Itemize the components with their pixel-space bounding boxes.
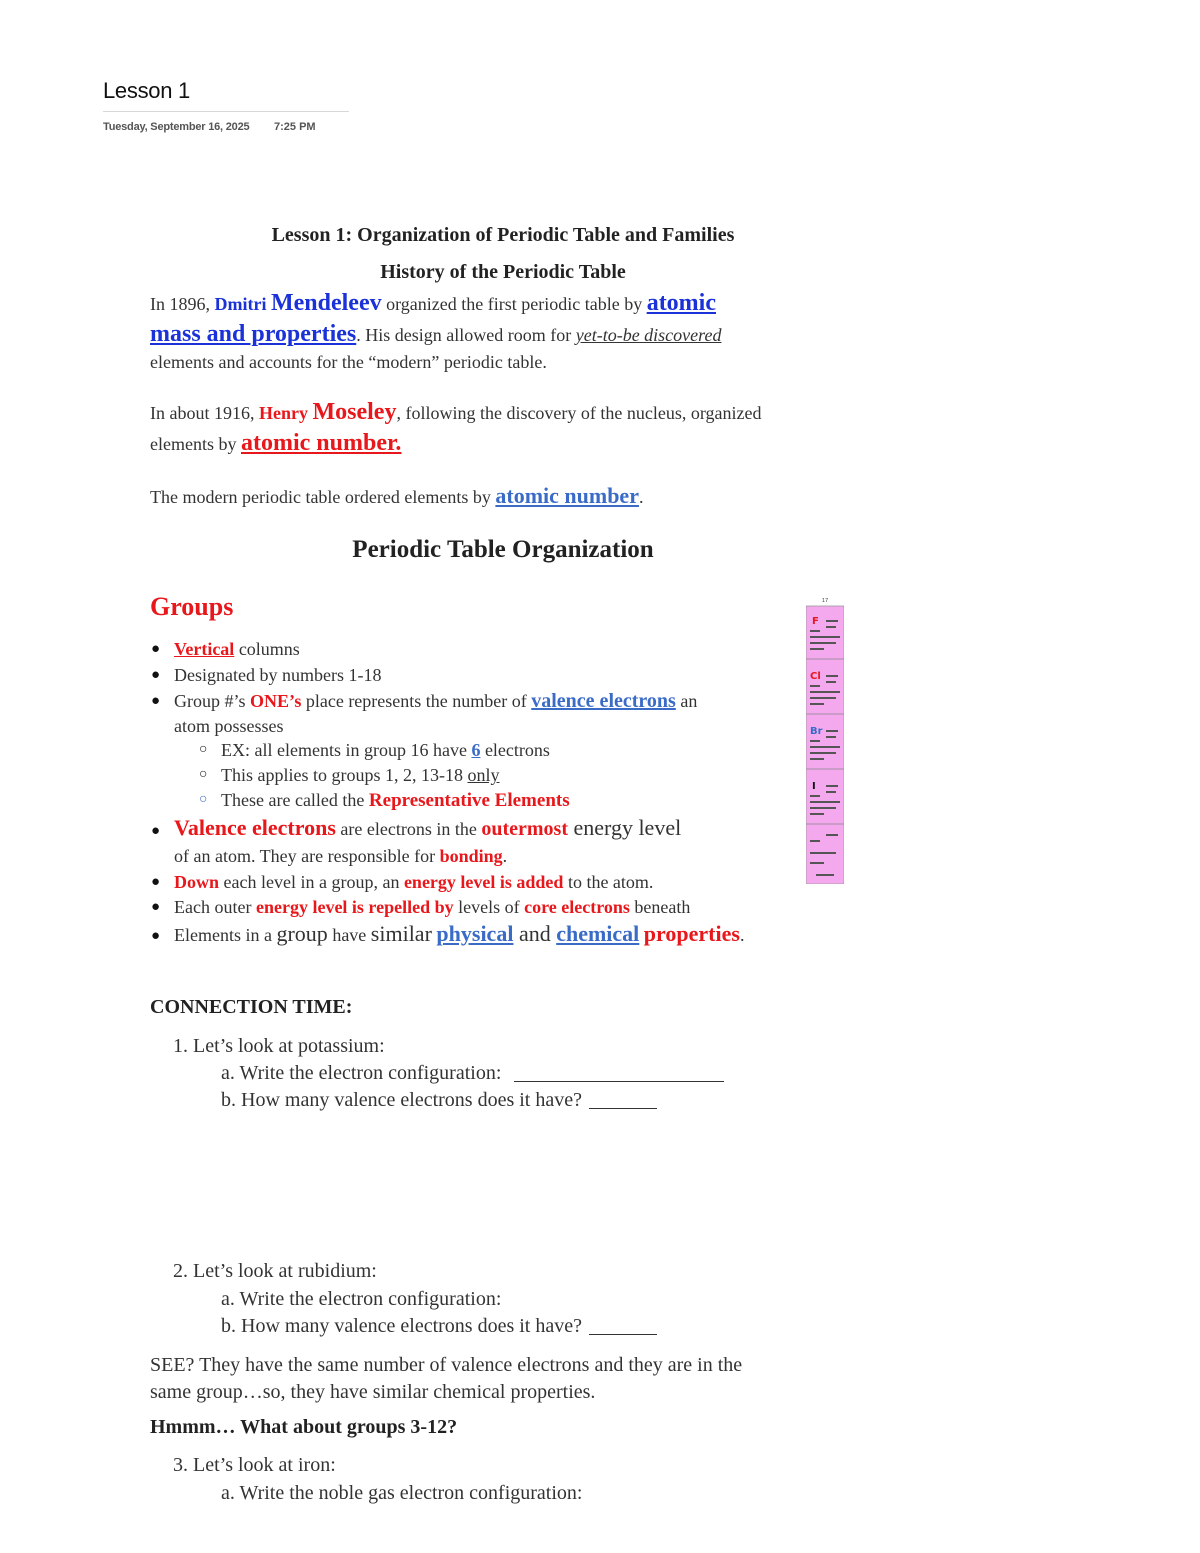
modern-table-paragraph: The modern periodic table ordered elements by atomic number. bbox=[150, 483, 644, 508]
question-1b: b. How many valence electrons does it have? bbox=[221, 1089, 657, 1112]
history-heading: History of the Periodic Table bbox=[380, 261, 626, 283]
mass-properties-text: mass and properties bbox=[150, 321, 357, 347]
note-date: Tuesday, September 16, 2025 bbox=[103, 121, 250, 133]
sub-list-item: ○ This applies to groups 1, 2, 13-18 only bbox=[199, 765, 500, 785]
sub-list-item: ○ These are called the Representative Elements bbox=[199, 790, 570, 811]
list-item: ● Down each level in a group, an energy level is added to the atom. bbox=[151, 872, 654, 892]
groups-3-12-heading: Hmmm… What about groups 3-12? bbox=[150, 1416, 458, 1438]
groups-heading: Groups bbox=[150, 592, 234, 621]
atomic-text: atomic bbox=[646, 290, 716, 316]
list-item: ● Elements in a group have similar physical and chemical properties. bbox=[151, 921, 745, 946]
list-item-continuation: atom possesses bbox=[174, 716, 284, 736]
organization-heading: Periodic Table Organization bbox=[352, 536, 654, 563]
list-item: ● Valence electrons are electrons in the outermost energy level bbox=[151, 815, 682, 840]
question-1: 1. Let’s look at potassium: bbox=[173, 1035, 385, 1057]
moseley-paragraph: In about 1916, Henry Moseley, following the discovery of the nucleus, organized elements by atomic number. bbox=[150, 399, 762, 456]
list-item-continuation: of an atom. They are responsible for bonding. bbox=[174, 846, 508, 866]
question-3a: a. Write the noble gas electron configuration: bbox=[221, 1482, 583, 1504]
title-divider bbox=[103, 111, 349, 112]
question-3: 3. Let’s look at iron: bbox=[173, 1454, 336, 1476]
element-symbol: I bbox=[812, 781, 816, 792]
sub-list-item: ○ EX: all elements in group 16 have 6 electrons bbox=[199, 740, 550, 760]
question-2b: b. How many valence electrons does it have? bbox=[221, 1315, 657, 1338]
list-item: ● Each outer energy level is repelled by levels of core electrons beneath bbox=[151, 897, 691, 917]
periodic-table-group-17-image bbox=[806, 596, 844, 884]
element-symbol: Br bbox=[810, 726, 823, 737]
element-symbol: F bbox=[812, 616, 819, 627]
answer-blank bbox=[589, 1334, 657, 1335]
atomic-number-text: atomic number. bbox=[240, 430, 402, 456]
question-2a: a. Write the electron configuration: bbox=[221, 1288, 502, 1310]
question-1a: a. Write the electron configuration: bbox=[221, 1062, 724, 1085]
answer-blank bbox=[514, 1081, 724, 1082]
list-item: ● Group #’s ONE’s place represents the number of valence electrons an bbox=[151, 690, 698, 712]
mendeleev-text: Mendeleev bbox=[270, 290, 382, 316]
list-item: ● Designated by numbers 1-18 bbox=[151, 665, 382, 685]
svg-text:17: 17 bbox=[821, 598, 829, 604]
yet-to-be-discovered-text: yet-to-be discovered bbox=[575, 325, 722, 345]
moseley-text: Moseley bbox=[312, 399, 397, 425]
connection-heading: CONNECTION TIME: bbox=[150, 996, 353, 1018]
element-symbol: Cl bbox=[810, 671, 821, 682]
mendeleev-paragraph: In 1896, Dmitri Mendeleev organized the first periodic table by atomic mass and properties. His design allowed room for yet-to-be discovered elements and accounts for the “modern” periodic table. bbox=[150, 290, 722, 372]
see-paragraph: SEE? They have the same number of valence electrons and they are in the same group…so, they have similar chemical properties. bbox=[150, 1354, 743, 1403]
answer-blank bbox=[589, 1108, 657, 1109]
modern-atomic-number-text: atomic number bbox=[495, 483, 639, 508]
note-time: 7:25 PM bbox=[274, 121, 316, 133]
list-item: ● Vertical columns bbox=[151, 639, 300, 659]
page-title: Lesson 1 bbox=[103, 78, 190, 103]
dmitri-text: Dmitri bbox=[214, 294, 271, 314]
question-2: 2. Let’s look at rubidium: bbox=[173, 1260, 377, 1282]
lesson-heading: Lesson 1: Organization of Periodic Table and Families bbox=[271, 224, 735, 246]
henry-text: Henry bbox=[258, 403, 313, 423]
